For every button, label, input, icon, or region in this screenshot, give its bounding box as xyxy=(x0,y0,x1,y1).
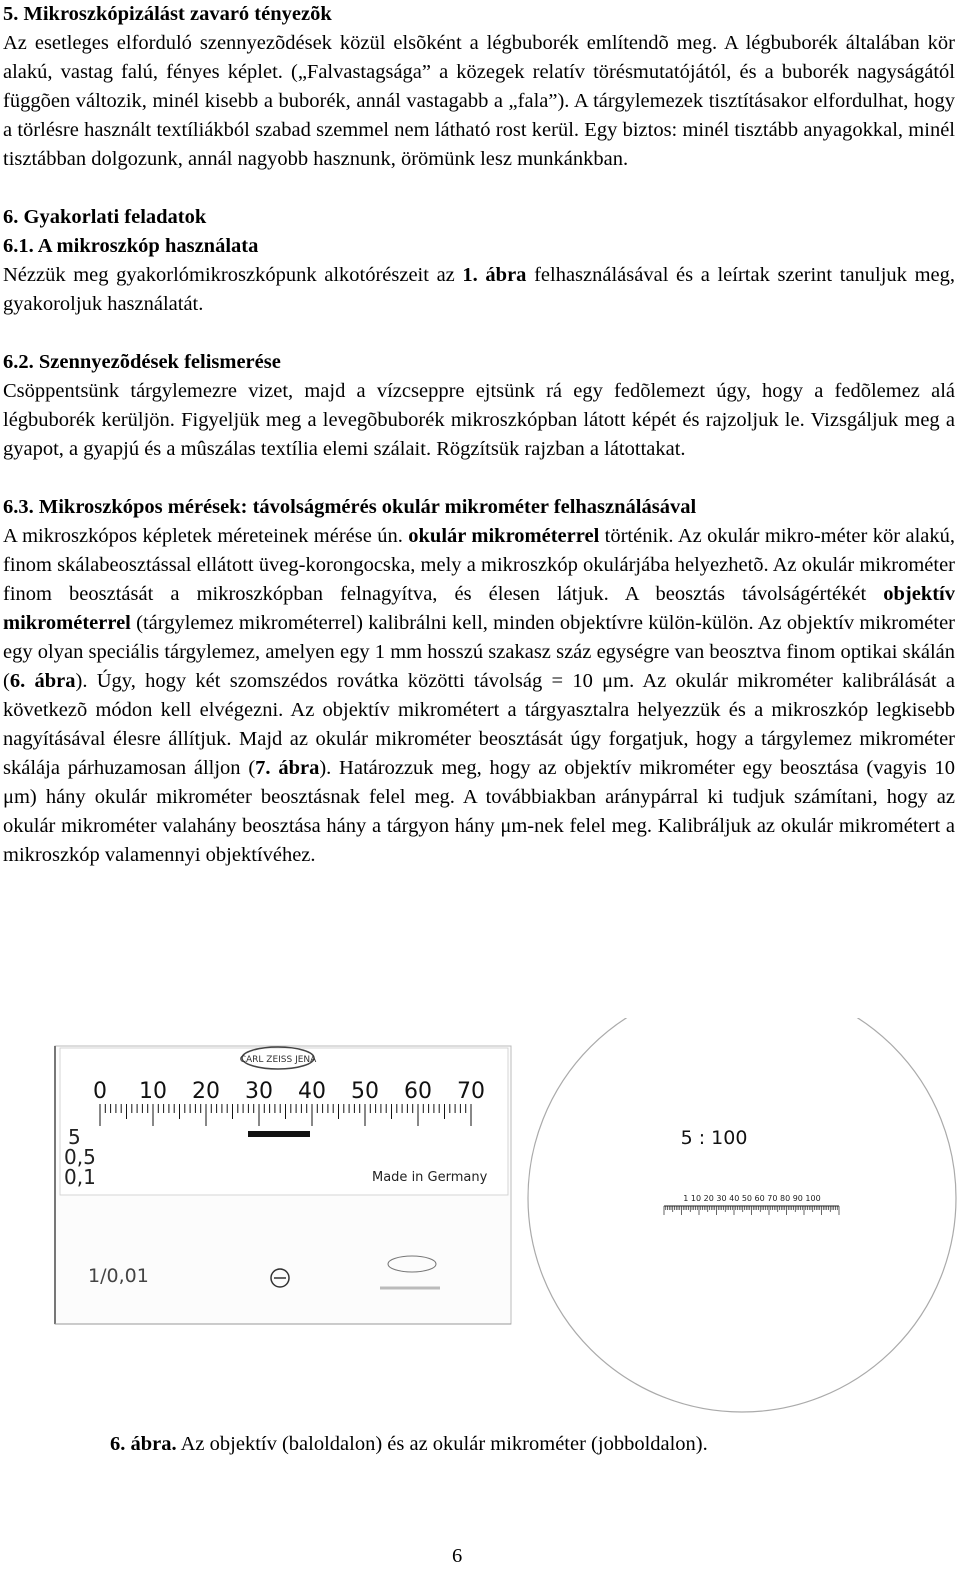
objective-scale-label: 20 xyxy=(192,1079,220,1104)
bold-run: objektív mikrométerrel xyxy=(3,583,955,634)
text-run: történik. Az okulár mikro-méter kör alakú, finom skálabeosztással ellátott üveg-korongocska, mely a mikroszkóp okulárjába helyezhetõ. Az okulár mikrométer finom beosztását a mikroszkópban felnagyítva, és élesen látjuk. A beosztás távolságértékét xyxy=(3,525,955,605)
text-run: (tárgylemez mikrométerrel) kalibrálni kell, minden objektívre külön-külön. Az objektív mikrométer egy olyan speciális tárgylemez, amelyen egy 1 mm hosszú szakasz száz egységre van beosztva finom optikai skálán ( xyxy=(3,612,955,692)
objective-scale-label: 50 xyxy=(351,1079,379,1104)
objective-micrometer-slide xyxy=(55,1046,511,1324)
text-run: Nézzük meg gyakorlómikroszkópunk alkotórészeit az xyxy=(3,264,463,286)
text-run: Csöppentsünk tárgylemezre vizet, majd a vízcseppre ejtsünk rá egy fedõlemezt úgy, hogy a fedõlemez alá légbuborék kerüljön. Figyeljük meg a levegõbuborék mikroszkópban látott képét és rajzoljuk le. Vizsgáljuk meg a gyapot, a gyapjú és a mûszálas textília elemi szálait. Rögzítsük rajzban a látottakat. xyxy=(3,380,955,460)
slide-ratio: 1/0,01 xyxy=(88,1265,149,1287)
section-6-title: 6. Gyakorlati feladatok xyxy=(3,206,207,228)
bold-run: 1. ábra xyxy=(462,264,527,286)
objective-scale-label: 70 xyxy=(457,1079,485,1104)
section-6-2-title: 6.2. Szennyezõdések felismerése xyxy=(3,351,281,373)
text-run: ). Úgy, hogy két szomszédos rovátka közötti távolság = 10 μm. Az okulár mikrométer kalibrálását a következõ módon kell elvégezni. Az objektív mikrométert a tárgyasztalra helyezzük és a mikroszkóp legkisebb nagyításával élesre állítjuk. Majd az okulár mikrométer beosztását úgy forgatjuk, hogy a tárgylemez mikrométer skálája párhuzamosan álljon ( xyxy=(3,670,955,779)
text-run: ). Határozzuk meg, hogy az objektív mikrométer egy beosztása (vagyis 10 μm) hány okulár mikrométer beosztásnak felel meg. A továbbiakban aránypárral ki tudjuk számítani, hogy az okulár mikrométer valahány beosztása hány a tárgyon hány μm-nek felel meg. Kalibráljuk az okulár mikrométert a mikroszkóp valamennyi objektívéhez. xyxy=(3,757,955,866)
scale-bar-thick xyxy=(248,1131,310,1137)
slide-made-in: Made in Germany xyxy=(372,1170,488,1185)
slide-text-5: 5 xyxy=(68,1125,81,1149)
figure-caption xyxy=(110,1430,708,1459)
text-run: Az esetleges elforduló szennyezõdések közül elsõként a légbuborék említendõ meg. A légbuborék általában kör alakú, vastag falú, fényes képlet. („Falvastagsága” a közegek relatív törésmutatójától, és a buborék nagyságától függõen változik, minél kisebb a buborék, annál vastagabb a „fala”). A tárgylemezek tisztításakor elfordulhat, hogy a törlésre használt textíliákból szabad szemmel nem látható rost kerül. Egy biztos: minél tisztább anyagokkal, minél tisztábban dolgozunk, annál nagyobb hasznunk, örömünk lesz munkánkban. xyxy=(3,32,955,170)
zeiss-logo-text: CARL ZEISS JENA xyxy=(239,1055,317,1065)
section-5-title: 5. Mikroszkópizálást zavaró tényezõk xyxy=(3,3,332,25)
slide-text-05: 0,5 xyxy=(64,1145,96,1169)
section-6-2-paragraph xyxy=(3,377,955,464)
objective-scale-label: 30 xyxy=(245,1079,273,1104)
page-number: 6 xyxy=(452,1545,463,1567)
section-6-3-title: 6.3. Mikroszkópos mérések: távolságmérés okulár mikrométer felhasználásával xyxy=(3,496,697,518)
figure-svg xyxy=(0,1018,960,1418)
objective-scale-label: 0 xyxy=(93,1079,107,1104)
objective-scale-label: 10 xyxy=(139,1079,167,1104)
figure-micrometers xyxy=(0,1018,960,1418)
ocular-ratio: 5 : 100 xyxy=(680,1127,748,1149)
bold-run: okulár mikrométerrel xyxy=(408,525,600,547)
section-5-paragraph xyxy=(3,29,955,174)
section-6-1-title: 6.1. A mikroszkóp használata xyxy=(3,235,259,257)
section-6-1-paragraph xyxy=(3,261,955,319)
text-run: A mikroszkópos képletek méreteinek mérése ún. xyxy=(3,525,409,547)
ocular-scale-labels: 1 10 20 30 40 50 60 70 80 90 100 xyxy=(683,1194,821,1203)
ocular-micrometer-disc xyxy=(528,1018,956,1412)
page xyxy=(3,0,955,870)
objective-scale-label: 60 xyxy=(404,1079,432,1104)
text-run: felhasználásával és a leírtak szerint tanuljuk meg, gyakoroljuk használatát. xyxy=(3,264,955,315)
figure-caption-text: Az objektív (baloldalon) és az okulár mikrométer (jobboldalon). xyxy=(176,1433,708,1455)
section-6-3-paragraph xyxy=(3,522,955,870)
bold-run: 7. ábra xyxy=(255,757,320,779)
objective-scale-label: 40 xyxy=(298,1079,326,1104)
figure-caption-label: 6. ábra. xyxy=(110,1433,177,1455)
bold-run: 6. ábra xyxy=(9,670,76,692)
slide-text-01: 0,1 xyxy=(64,1165,96,1189)
